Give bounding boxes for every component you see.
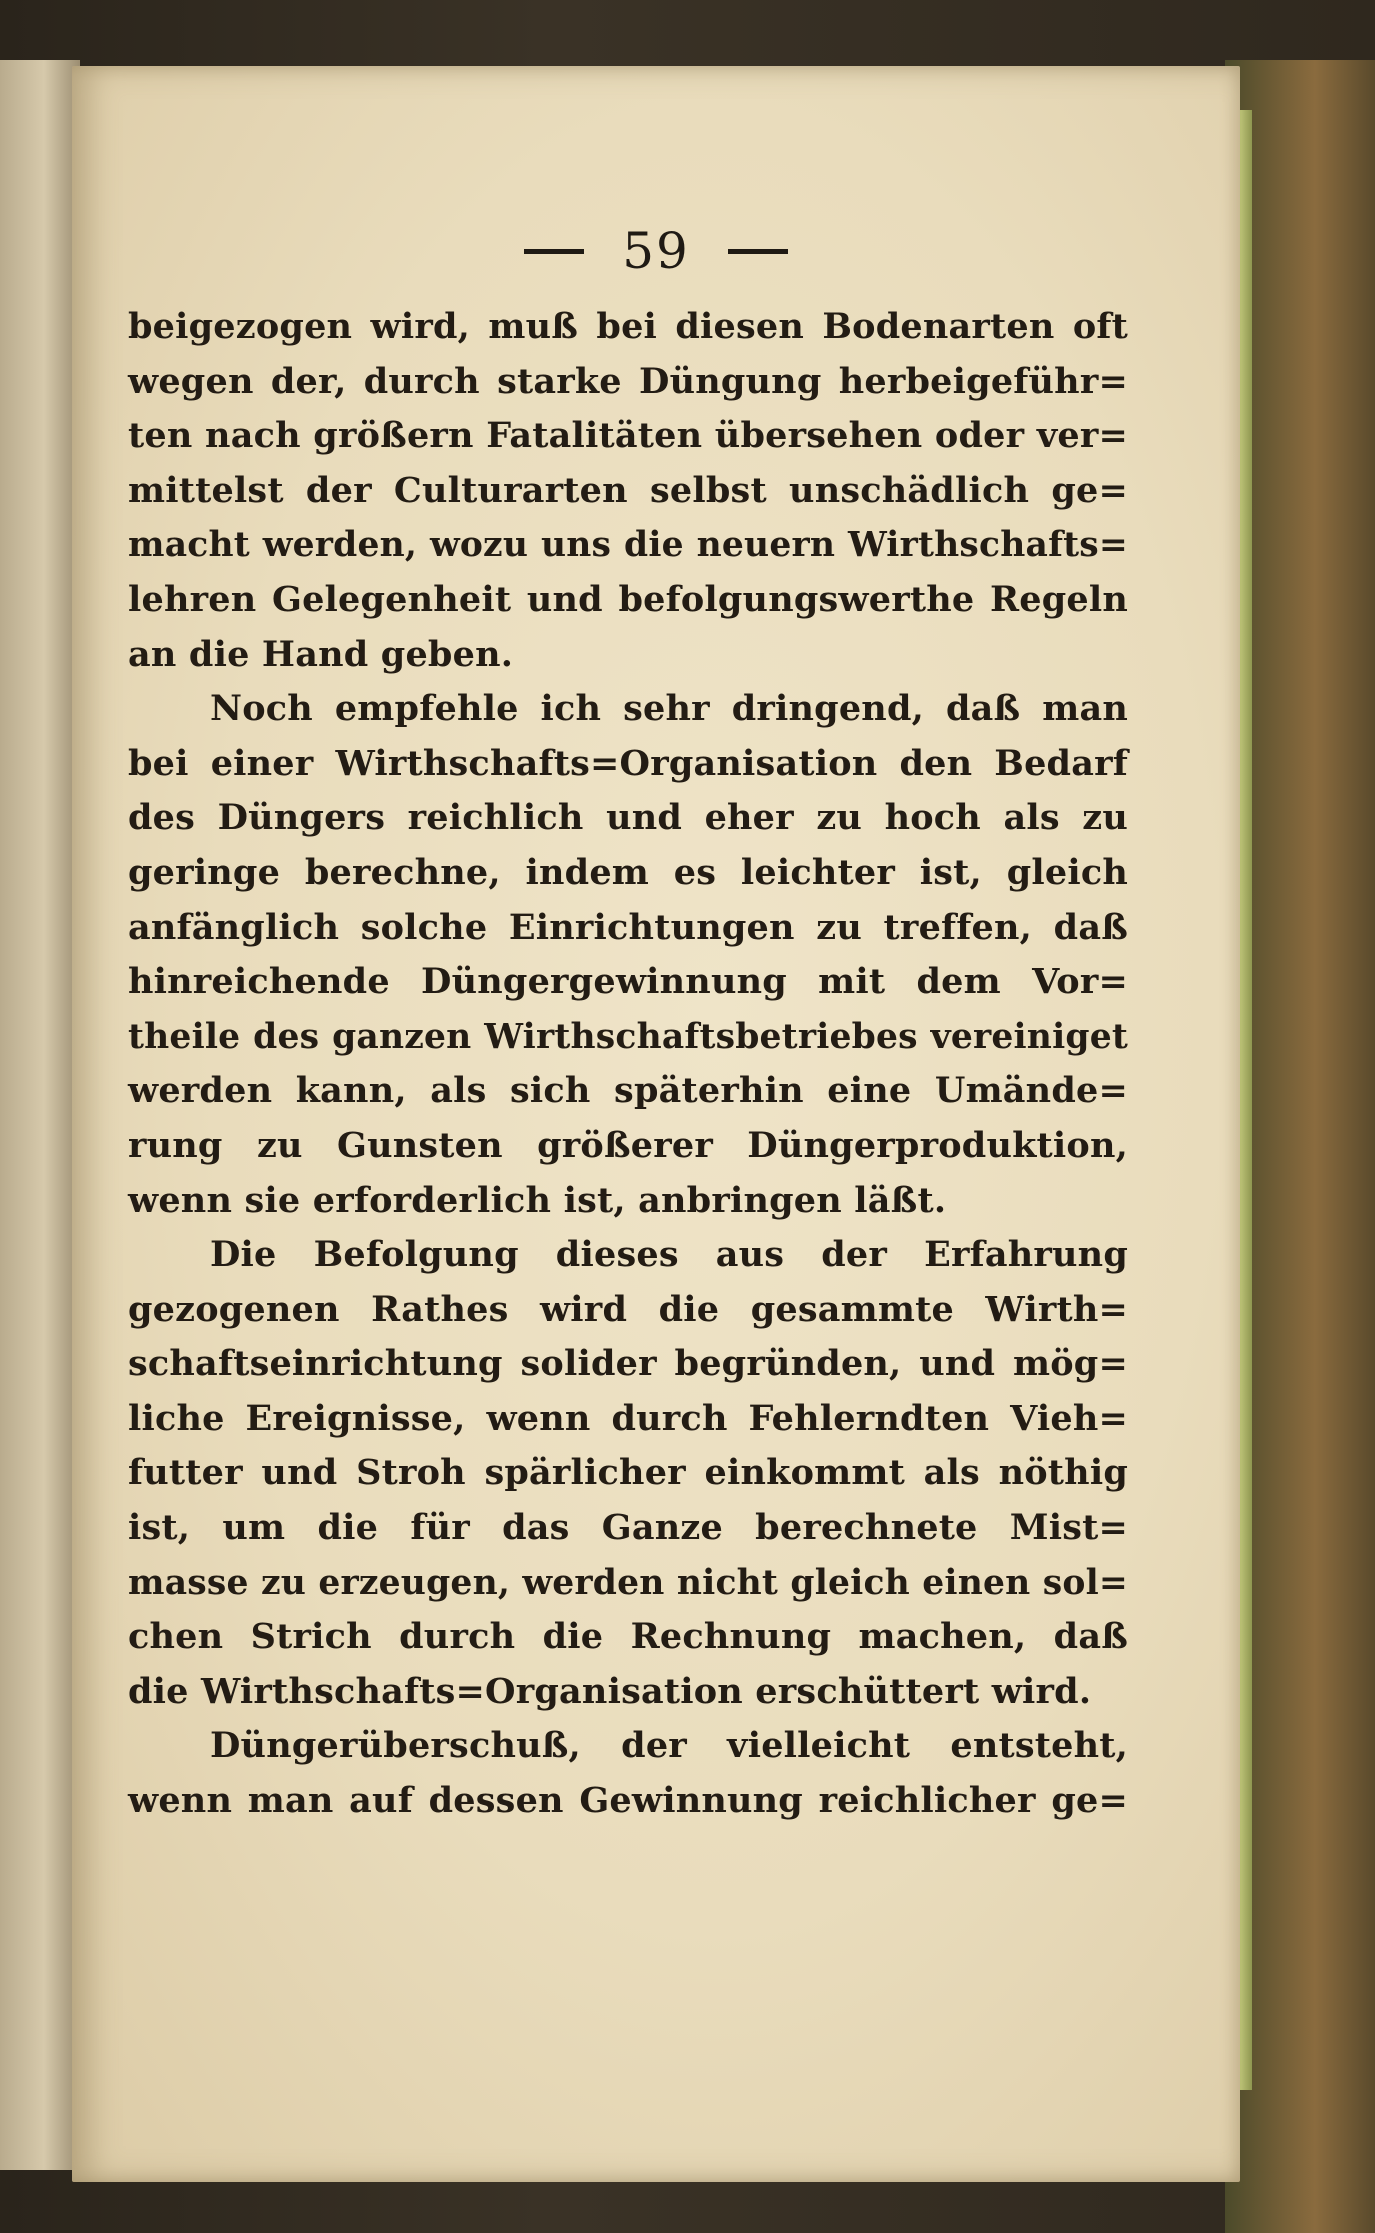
text-line: theile des ganzen Wirthschaftsbetriebes vereiniget (128, 1016, 1128, 1057)
text-line: beigezogen wird, muß bei diesen Bodenarten oft (128, 306, 1128, 347)
text-line: bei einer Wirthschafts=Organisation den Bedarf (128, 742, 1128, 784)
header-dash-right (728, 249, 788, 254)
text-line: rung zu Gunsten größerer Düngerproduktion, (128, 1124, 1128, 1166)
text-line: Die Befolgung dieses aus der Erfahrung (210, 1234, 1128, 1276)
text-line: masse zu erzeugen, werden nicht gleich einen sol= (128, 1562, 1128, 1603)
text-line: Düngerüberschuß, der vielleicht entsteht, (210, 1725, 1128, 1767)
text-line: ten nach größern Fatalitäten übersehen oder ver= (128, 415, 1128, 457)
text-line: werden kann, als sich späterhin eine Umände= (128, 1070, 1128, 1112)
text-line: chen Strich durch die Rechnung machen, daß (128, 1616, 1128, 1658)
body-text (128, 300, 1128, 1829)
text-line: geringe berechne, indem es leichter ist, gleich (128, 851, 1128, 893)
text-line: lehren Gelegenheit und befolgungswerthe Regeln (128, 578, 1128, 620)
text-line: an die Hand geben. (128, 633, 514, 675)
previous-page-edge (0, 60, 80, 2170)
text-line: hinreichende Düngergewinnung mit dem Vor= (128, 961, 1128, 1003)
text-line: wenn sie erforderlich ist, anbringen läßt. (128, 1179, 947, 1221)
text-line: wenn man auf dessen Gewinnung reichlicher ge= (128, 1780, 1128, 1822)
text-line: Noch empfehle ich sehr dringend, daß man (210, 688, 1128, 730)
text-line: macht werden, wozu uns die neuern Wirthschafts= (128, 525, 1128, 566)
text-line: futter und Stroh spärlicher einkommt als nöthig (128, 1452, 1128, 1494)
text-line: wegen der, durch starke Düngung herbeigeführ= (128, 360, 1128, 402)
text-line: mittelst der Culturarten selbst unschädlich ge= (128, 469, 1128, 511)
text-line: gezogenen Rathes wird die gesammte Wirth= (128, 1288, 1128, 1330)
text-line: liche Ereignisse, wenn durch Fehlerndten Vieh= (128, 1397, 1128, 1439)
page-number-header (72, 222, 1240, 280)
text-line: die Wirthschafts=Organisation erschüttert wird. (128, 1670, 1092, 1712)
text-line: schaftseinrichtung solider begründen, und mög= (128, 1343, 1128, 1385)
text-line: anfänglich solche Einrichtungen zu treffen, daß (128, 906, 1128, 948)
text-line: des Düngers reichlich und eher zu hoch als zu (128, 797, 1128, 839)
header-dash-left (524, 249, 584, 254)
text-line: ist, um die für das Ganze berechnete Mist= (128, 1507, 1128, 1549)
book-page (72, 66, 1240, 2182)
page-number: 59 (622, 222, 690, 280)
